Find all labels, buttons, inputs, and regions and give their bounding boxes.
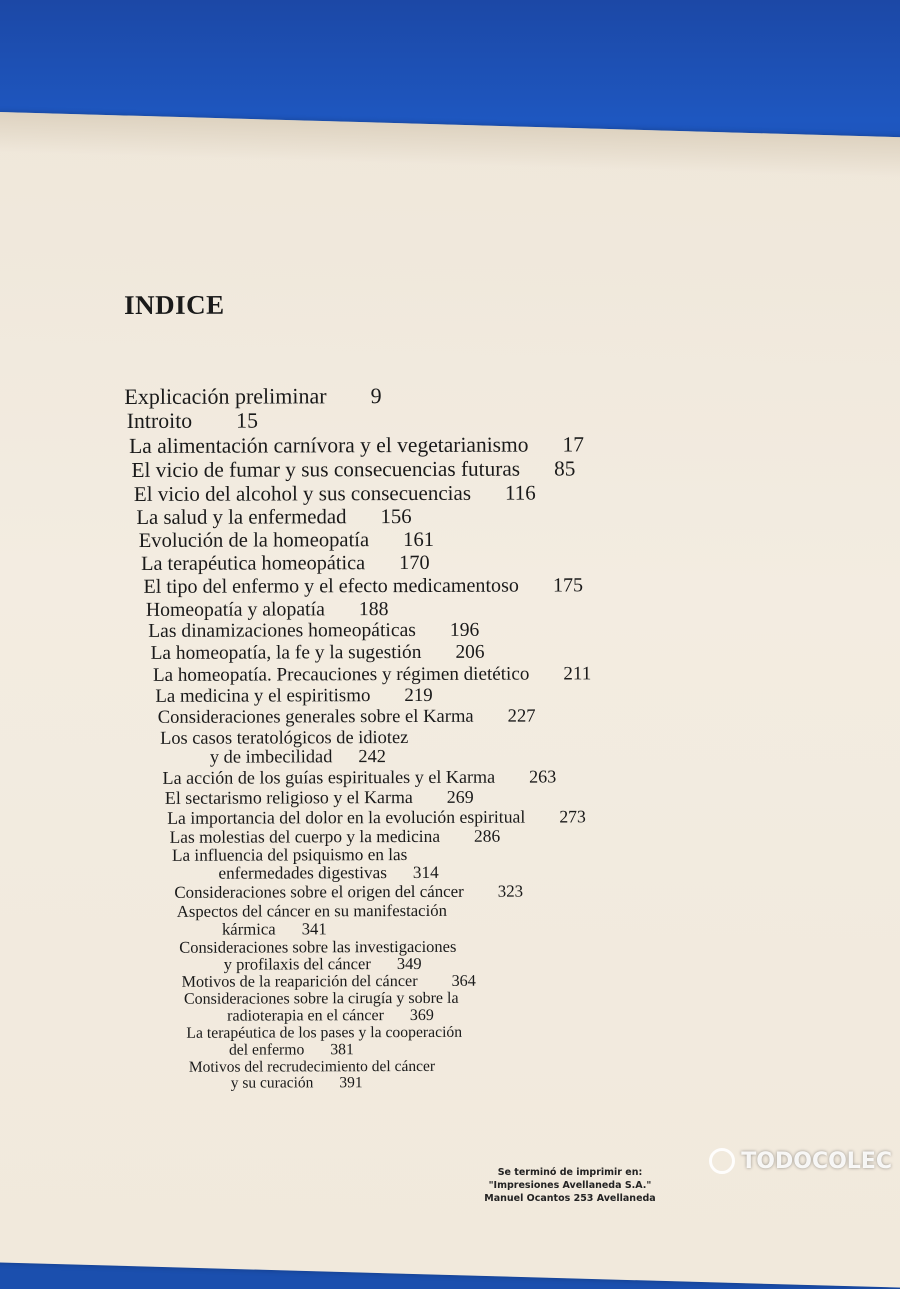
toc-entry-page: 17	[562, 432, 585, 457]
toc-entry-title-cont: enfermedades digestivas	[218, 863, 387, 884]
toc-entry-title: La alimentación carnívora y el vegetarianismo	[129, 432, 529, 458]
toc-entry-title: Consideraciones generales sobre el Karma	[157, 705, 474, 729]
toc-entry-page: 175	[552, 574, 584, 597]
toc-entry	[125, 663, 825, 685]
index-content	[124, 288, 827, 1093]
toc-entry-title: La influencia del psiquismo en las	[171, 845, 408, 866]
toc-entry	[126, 989, 826, 1025]
toc-entry-title: Las molestias del cuerpo y la medicina	[169, 826, 441, 848]
toc-entry	[125, 706, 825, 728]
toc-entry-title-cont: del enfermo	[228, 1040, 305, 1059]
toc-entry-page: 269	[446, 786, 474, 807]
toc-entry-page: 227	[507, 705, 536, 727]
toc-entry-title: La terapéutica de los pases y la cooperación	[186, 1023, 463, 1042]
toc-list	[124, 383, 826, 1093]
toc-entry	[126, 901, 826, 939]
toc-entry-title-cont: y su curación	[230, 1074, 314, 1092]
toc-entry-page: 211	[563, 663, 592, 685]
watermark	[709, 1148, 892, 1174]
toc-entry-page: 323	[497, 882, 524, 902]
toc-entry-page: 116	[504, 481, 536, 506]
toc-entry-page: 341	[301, 918, 327, 938]
toc-entry	[126, 882, 826, 902]
toc-entry-title: Introito	[126, 408, 193, 434]
toc-entry-page: 369	[409, 1006, 434, 1024]
toc-entry	[125, 685, 825, 707]
toc-entry-page: 156	[380, 505, 412, 529]
toc-entry-title-cont: y profilaxis del cáncer	[223, 954, 371, 974]
toc-entry	[125, 620, 825, 643]
index-title: INDICE	[124, 289, 225, 320]
toc-entry	[125, 641, 825, 664]
toc-entry	[125, 597, 825, 620]
toc-entry-page: 364	[451, 971, 476, 991]
toc-entry-title: Consideraciones sobre el origen del cáncer	[174, 882, 464, 903]
toc-entry-title: Consideraciones sobre las investigaciones	[179, 936, 457, 957]
toc-entry-title: La medicina y el espiritismo	[155, 685, 371, 707]
watermark-logo-icon	[709, 1148, 735, 1174]
toc-entry-title: La acción de los guías espirituales y el Karma	[162, 766, 496, 788]
toc-entry-page: 314	[412, 863, 439, 883]
toc-entry-title: El vicio del alcohol y sus consecuencias	[133, 481, 472, 507]
toc-entry-page: 381	[330, 1040, 354, 1058]
toc-entry-page: 161	[403, 528, 435, 551]
toc-entry-title: Consideraciones sobre la cirugía y sobre la	[183, 989, 459, 1008]
toc-entry-title: Motivos de la reaparición del cáncer	[181, 972, 418, 991]
toc-entry-title: La importancia del dolor en la evolución espiritual	[167, 806, 526, 828]
toc-entry	[127, 1057, 827, 1092]
toc-entry-page: 206	[455, 641, 485, 663]
toc-entry-title-cont: radioterapia en el cáncer	[227, 1006, 384, 1025]
toc-entry	[126, 826, 826, 847]
toc-entry	[126, 806, 826, 827]
toc-entry-title-cont: kármica	[221, 918, 276, 939]
toc-entry	[125, 432, 825, 457]
toc-entry-title-cont: y de imbecilidad	[209, 746, 333, 767]
toc-entry-page: 196	[449, 619, 480, 641]
toc-entry-page: 15	[236, 408, 258, 433]
watermark-text: TODOCOLEC	[741, 1148, 892, 1174]
toc-entry-page: 349	[396, 954, 422, 974]
toc-entry	[125, 552, 825, 576]
toc-entry	[125, 505, 825, 529]
colophon-line: Se terminó de imprimir en:	[497, 1167, 643, 1178]
toc-entry-page: 9	[370, 383, 382, 409]
toc-entry-title: La terapéutica homeopática	[141, 552, 366, 576]
toc-entry	[125, 528, 825, 552]
toc-entry-page: 170	[399, 552, 430, 575]
toc-entry-title: Homeopatía y alopatía	[145, 598, 325, 621]
colophon-line: Manuel Ocantos 253 Avellaneda	[484, 1193, 656, 1204]
toc-entry	[125, 457, 825, 482]
colophon-line: "Impresiones Avellaneda S.A."	[488, 1180, 652, 1191]
toc-entry-page: 286	[473, 825, 501, 847]
toc-entry	[126, 972, 826, 991]
toc-entry-page: 391	[339, 1074, 363, 1092]
toc-entry	[124, 408, 824, 433]
toc-entry-title: El tipo del enfermo y el efecto medicamentoso	[143, 574, 519, 598]
toc-entry	[126, 786, 826, 807]
toc-entry	[126, 845, 826, 884]
toc-entry-title: Aspectos del cáncer en su manifestación	[176, 900, 447, 921]
toc-entry-title: El sectarismo religioso y el Karma	[164, 786, 413, 808]
toc-entry	[126, 936, 826, 973]
toc-entry	[126, 726, 826, 767]
toc-entry	[124, 383, 824, 409]
toc-entry	[125, 481, 825, 505]
toc-entry-title: La homeopatía, la fe y la sugestión	[150, 641, 422, 664]
toc-entry-page: 273	[559, 806, 586, 827]
toc-entry-page: 85	[554, 456, 576, 481]
toc-entry-title: La salud y la enfermedad	[136, 505, 347, 530]
toc-entry-title: Motivos del recrudecimiento del cáncer	[188, 1057, 436, 1076]
toc-entry-title: Los casos teratológicos de idiotez	[160, 726, 409, 748]
toc-entry-title: El vicio de fumar y sus consecuencias futuras	[131, 456, 521, 483]
toc-entry	[127, 1024, 827, 1059]
toc-entry-page: 219	[404, 684, 433, 707]
toc-entry-page: 263	[529, 766, 557, 787]
toc-entry-title: La homeopatía. Precauciones y régimen dietético	[152, 663, 530, 686]
toc-entry-title: Las dinamizaciones homeopáticas	[148, 619, 416, 642]
toc-entry-page: 242	[358, 746, 387, 767]
toc-entry	[126, 766, 826, 787]
colophon	[420, 1166, 720, 1205]
toc-entry-title: Explicación preliminar	[124, 383, 327, 409]
toc-entry-page: 188	[358, 597, 389, 620]
toc-entry-title: Evolución de la homeopatía	[138, 528, 370, 552]
toc-entry	[125, 575, 825, 599]
